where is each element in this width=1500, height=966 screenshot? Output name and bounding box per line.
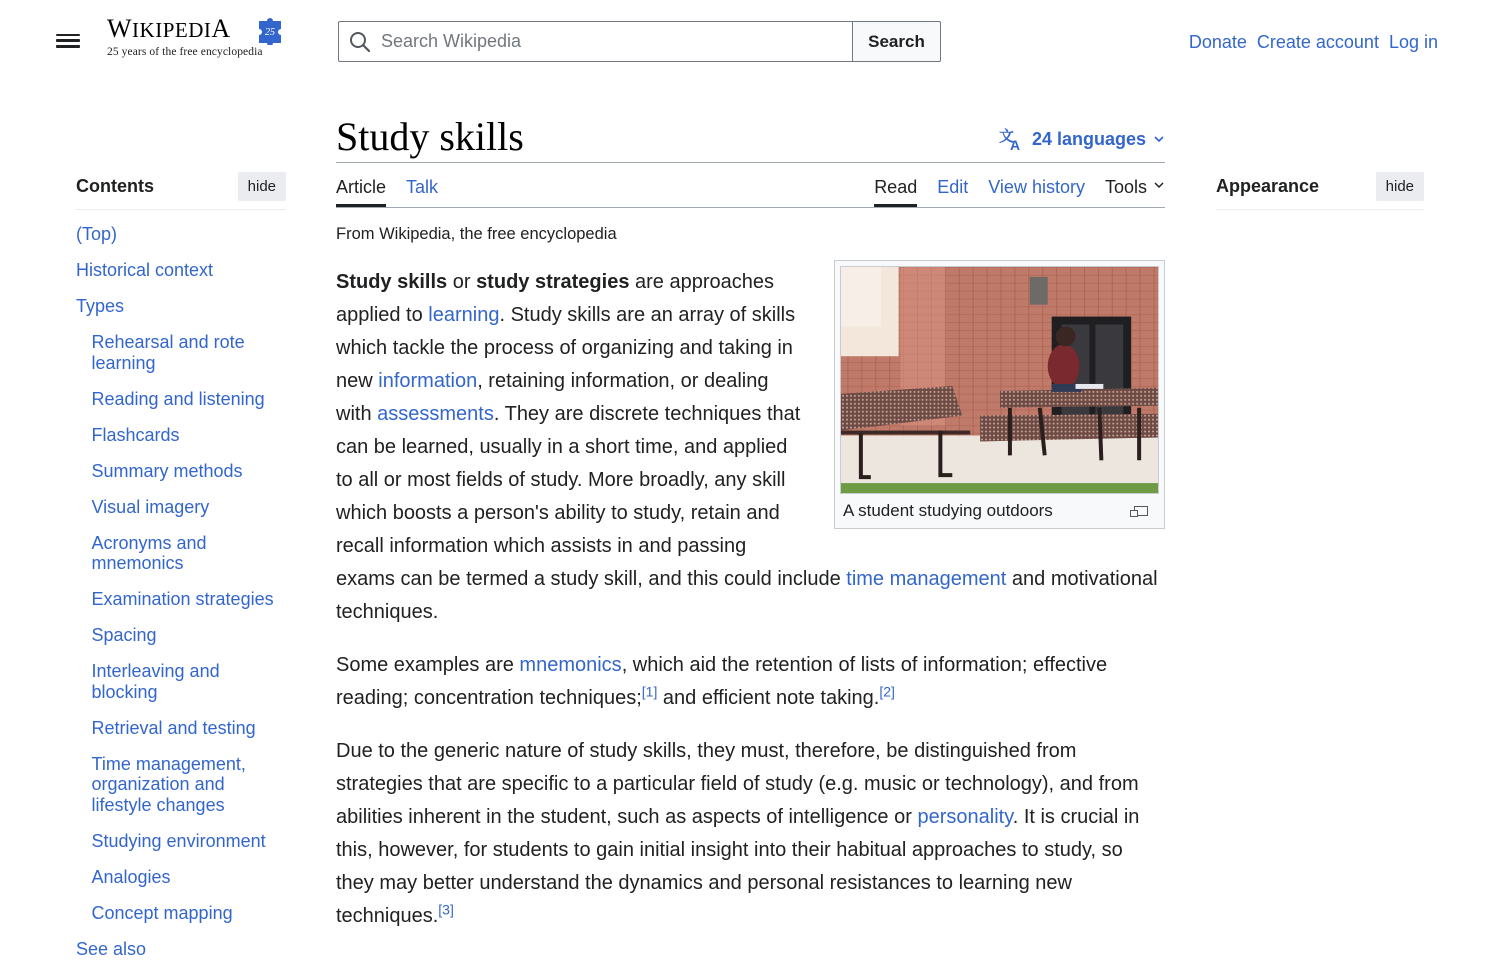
text-run: Due to the generic nature of study skills, they must, therefore, be distinguished from strategies that are specific to a particular field of study (e.g. music or technology), and from abilities inherent in the student, such as aspects of intelligence or — [336, 740, 1139, 828]
toc-item[interactable] — [76, 497, 286, 518]
text-run: and efficient note taking. — [657, 687, 880, 709]
search-input[interactable] — [381, 31, 821, 52]
article-body — [336, 266, 1165, 933]
toc-link[interactable]: Reading and listening — [91, 388, 265, 409]
appearance-panel — [1216, 172, 1424, 210]
toc-link[interactable]: Summary methods — [91, 460, 243, 481]
link-learning[interactable]: learning — [428, 304, 500, 326]
text-run: are approaches applied to — [336, 271, 774, 326]
hamburger-icon[interactable] — [56, 30, 80, 54]
paragraph-examples — [336, 649, 1165, 715]
toc-link[interactable]: Studying environment — [91, 830, 266, 851]
login-link[interactable]: Log in — [1388, 32, 1438, 52]
svg-text:A: A — [1009, 137, 1021, 151]
page-tabs — [336, 163, 1165, 208]
chevron-down-icon — [1153, 135, 1165, 143]
tab-talk[interactable]: Talk — [406, 177, 439, 197]
toc-item[interactable] — [76, 589, 286, 610]
wikipedia-logo[interactable] — [107, 14, 287, 70]
bold-term: Study skills — [336, 271, 448, 293]
toc-link[interactable]: Examination strategies — [91, 589, 274, 609]
toc-item[interactable] — [76, 461, 286, 482]
text-run: . It is crucial in this, however, for students to gain initial insight into their habitual approaches to study, so they may better understand the dynamics and personal resistances to learning new techniques. — [336, 806, 1140, 927]
logo-badge: 25 — [265, 27, 275, 38]
toc-item[interactable] — [76, 754, 286, 816]
appearance-hide-button[interactable]: hide — [1376, 172, 1424, 201]
citation-3[interactable]: [3] — [438, 901, 454, 918]
search-button[interactable]: Search — [852, 21, 941, 62]
toc-item[interactable] — [76, 425, 286, 446]
search-form — [338, 21, 941, 62]
title-row — [336, 110, 1165, 163]
toc-link[interactable]: Visual imagery — [91, 496, 210, 517]
tab-edit[interactable]: Edit — [937, 177, 969, 197]
toc-link[interactable]: Flashcards — [91, 424, 180, 445]
toc-hide-button[interactable]: hide — [238, 172, 286, 201]
create-account-link[interactable]: Create account — [1256, 32, 1379, 52]
toc-item[interactable] — [76, 533, 286, 574]
citation-2[interactable]: [2] — [879, 683, 895, 700]
toc-item[interactable] — [76, 332, 286, 373]
puzzle-piece-icon — [255, 15, 287, 45]
figure-caption — [840, 494, 1159, 522]
toc-item[interactable] — [76, 389, 286, 410]
enlarge-icon[interactable] — [1134, 506, 1148, 516]
caption-text: A student studying outdoors — [843, 501, 1053, 520]
paragraph-generic — [336, 735, 1165, 933]
search-box[interactable] — [338, 21, 852, 62]
logo-wordmark: WIKIPEDIA — [107, 14, 231, 43]
tab-article[interactable]: Article — [336, 163, 386, 207]
tab-view-history[interactable]: View history — [988, 177, 1085, 197]
text-run: . They are discrete techniques that can be learned, usually in a short time, and applied to all or most fields of study. More broadly, any skill which boosts a person's ability to study, retain and recall information which assists in and passing exams can be termed a study skill, and this could include — [336, 403, 847, 590]
page-title: Study skills — [336, 114, 524, 159]
link-assessments[interactable]: assessments — [377, 403, 494, 425]
table-of-contents — [76, 172, 286, 966]
toc-item[interactable] — [76, 625, 286, 646]
link-time-management[interactable]: time management — [846, 568, 1007, 590]
appearance-title: Appearance — [1216, 176, 1320, 196]
article — [336, 110, 1165, 953]
translate-icon — [999, 127, 1025, 151]
search-icon — [349, 31, 371, 53]
text-run: , retaining information, or dealing with — [336, 370, 769, 425]
toc-item[interactable] — [76, 224, 286, 245]
toc-item[interactable] — [76, 831, 286, 852]
language-button[interactable] — [999, 127, 1165, 151]
student-photo[interactable] — [840, 266, 1159, 494]
article-figure — [834, 260, 1165, 529]
toc-link[interactable]: Time management, organization and lifestyle changes — [91, 753, 246, 815]
svg-text:文: 文 — [998, 127, 1014, 145]
logo-tagline: 25 years of the free encyclopedia — [107, 46, 263, 58]
language-count: 24 languages — [1031, 128, 1146, 149]
toc-link[interactable]: Spacing — [91, 625, 157, 645]
text-run: . Study skills are an array of skills which tackle the process of organizing and taking in new — [336, 304, 796, 392]
toc-title: Contents — [76, 176, 154, 196]
link-personality[interactable]: personality — [917, 806, 1013, 828]
toc-item[interactable] — [76, 661, 286, 702]
view-tabs — [874, 163, 1165, 207]
toc-link[interactable]: Acronyms and mnemonics — [91, 532, 207, 573]
toc-link[interactable]: Concept mapping — [91, 902, 233, 923]
toc-item[interactable] — [76, 867, 286, 888]
tab-tools[interactable]: Tools — [1104, 177, 1147, 197]
text-run: and motivational techniques. — [336, 568, 1158, 623]
user-links — [1189, 32, 1438, 53]
site-subtitle: From Wikipedia, the free encyclopedia — [336, 225, 617, 243]
tab-read[interactable]: Read — [874, 163, 917, 207]
toc-item[interactable] — [76, 903, 286, 924]
text-run: Some examples are — [336, 654, 520, 676]
citation-1[interactable]: [1] — [641, 683, 658, 700]
text-run: or — [447, 271, 477, 293]
toc-item[interactable] — [76, 939, 286, 960]
toc-link[interactable]: Retrieval and testing — [91, 717, 256, 738]
link-information[interactable]: information — [378, 370, 478, 392]
toc-item[interactable] — [76, 296, 286, 317]
toc-link[interactable]: Types — [76, 296, 125, 316]
text-run: , which aid the retention of lists of information; effective reading; concentration techniques; — [336, 654, 1108, 709]
namespace-tabs — [336, 163, 438, 207]
toc-link[interactable]: See also — [76, 938, 147, 959]
tools-menu[interactable] — [1105, 163, 1165, 207]
chevron-down-icon — [1153, 181, 1165, 189]
toc-item[interactable] — [76, 718, 286, 739]
toc-item[interactable] — [76, 260, 286, 281]
toc-link[interactable]: Historical context — [76, 260, 214, 280]
bold-term: study strategies — [476, 271, 630, 293]
link-mnemonics[interactable]: mnemonics — [519, 654, 622, 676]
donate-link[interactable]: Donate — [1188, 32, 1247, 52]
toc-header — [76, 172, 286, 210]
toc-link[interactable]: Analogies — [91, 866, 171, 887]
toc-list — [76, 224, 286, 959]
toc-link[interactable]: Interleaving and blocking — [91, 661, 220, 702]
toc-link[interactable]: (Top) — [76, 224, 118, 244]
toc-link[interactable]: Rehearsal and rote learning — [91, 332, 245, 373]
